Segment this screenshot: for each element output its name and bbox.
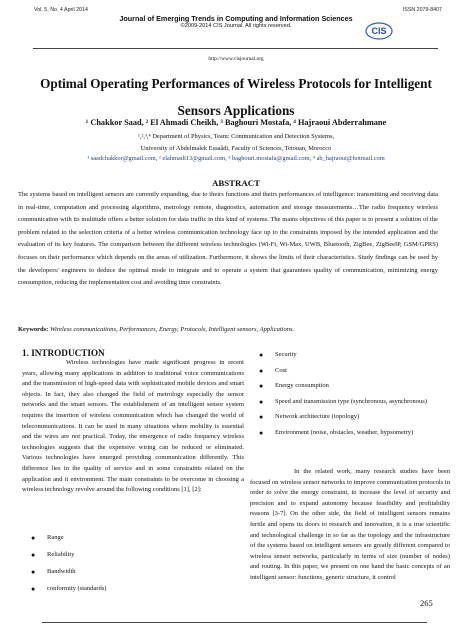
authors: ¹ Chakkor Saad, ² El Ahmadi Cheikh, ³ Baghouri Mostafa, ⁴ Hajraoui Abderrahmane <box>85 118 387 127</box>
list-item: ● Energy consumption <box>259 382 329 391</box>
list-item: ● Speed and transmission type (synchronous, asynchronous) <box>259 397 428 406</box>
abstract-heading: ABSTRACT <box>212 178 260 188</box>
list-item: ● conformity (standards) <box>31 585 107 593</box>
list-item: ● Reliability <box>31 551 75 559</box>
bullet-icon: ● <box>31 568 36 576</box>
logo-text: CIS <box>371 26 387 36</box>
constraints-list-left <box>22 534 244 602</box>
list-item: ● Environment (noise, obstacles, weather, hypsometry) <box>259 428 414 437</box>
copyright: ©2009-2014 CIS Journal. All rights reserved. <box>180 23 292 29</box>
intro-paragraph-1 <box>22 358 244 496</box>
bullet-icon: ● <box>259 382 264 391</box>
intro-paragraph-2 <box>250 467 450 584</box>
intro-para-1-text: Wireless technologies have made significant progress in recent years, allowing many applications in addition to traditional voice communications and the transmission of high-speed data with sophisticated mobile devices and smart objects. In fact, they also changed the field of metrology especially the sensor networks and the smart sensors. The establishment of an intelligent sensor system requires the insertion of wireless communication which has changed the world of telecommunications. It can be used in many situations where mobility is essential and the wires are not practical. Today, the emergence of radio frequency wireless technologies suggests that the expensive wiring can be reduced or eliminated. Various technologies have emerged providing communication differently. This difference lies in the quality of service and in some constraints related on the application and it environment. The main constraints to be overcome in choosing a wireless technology revolve around the following conditions [1], [2]: <box>22 359 244 494</box>
list-item: ● Range <box>31 534 64 542</box>
bullet-icon: ● <box>31 534 36 542</box>
list-item: ● Bandwidth <box>31 568 76 576</box>
section-heading-introduction: 1. INTRODUCTION <box>22 348 105 358</box>
paper-title: Optimal Operating Performances of Wireless Protocols for Intelligent Sensors Applications <box>40 76 432 118</box>
affiliation <box>0 131 472 155</box>
affiliation-line-1: ¹,²,³,⁴ Department of Physics, Team: Communication and Detection Systems, <box>137 133 335 140</box>
affiliation-line-2: University of Abdelmalek Essaâdi, Faculty of Sciences, Tetouan, Morocco <box>140 145 332 152</box>
list-item: ● Network architecture (topology) <box>259 413 360 422</box>
keywords <box>18 326 438 333</box>
bullet-icon: ● <box>259 413 264 422</box>
keywords-list: Wireless communications, Performances, Energy, Protocols, Intelligent sensors, Applications. <box>49 326 295 333</box>
list-item: ● Cost <box>259 366 287 375</box>
list-item: ● Security <box>259 351 297 359</box>
bullet-icon: ● <box>31 585 36 593</box>
page-number: 265 <box>420 598 433 608</box>
keywords-label: Keywords: <box>18 326 49 333</box>
abstract-text: The systems based on intelligent sensors are currently expanding, due to theirs functions and theirs performances of intelligence: transmitting and receiving data in real-time, computation and processing algorithms, metrology remote, diagnostics, automation and storage measurements…The radio frequency wireless communication with its multitude offers a better solution for data traffic in this kind of systems. The mains objectives of this paper is to present a solution of the problem related to the selection criteria of a better wireless communication technology face up to the constraints imposed by the intended application and the evaluation of its key features. The comparison between the different wireless technologies (Wi-Fi, Wi-Max, UWB, Bluetooth, ZigBee, ZigBeeIP, GSM/GPRS) focuses on their performance which depends on the areas of utilization. Furthermore, it shows the limits of their characteristics. Study findings can be used by the developers/ engineers to deduce the optimal mode to integrate and to operate a system that guarantees quality of communication, minimizing energy consumption, reducing the implementation cost and avoiding time constraints. <box>18 191 438 287</box>
issn: ISSN 2079-8407 <box>402 7 442 13</box>
header-rule <box>33 48 438 49</box>
intro-para-2-text: In the related work, many research studies have been focused on wireless sensor networks to improve communication protocols in order to solve the energy constraint, to increase the level of security and precision and to expand autonomy because feasibility and profitability reasons [3-7]. On the other side, the field of intelligent sensors remains fertile and opens its doors to research and innovation, it is a true scientific and technological challenge in so far as the topology and the infrastructure of the systems based on intelligent sensors are greatly different compared to wireless sensor networks, particularly in terms of size (number of nodes) and routing. In this paper, we present on one hand the basic concepts of an intelligent sensor: functions, generic structure, it control <box>250 468 450 581</box>
author-emails[interactable]: ¹ saadchakkor@gmail.com, ² elahmadi13@gmail.com, ³ baghouri.mostafa@gmail.com, ⁴ ab_hajraoui@hotmail.com <box>87 155 385 162</box>
bullet-icon: ● <box>259 397 264 406</box>
volume-info: Vol. 5, No. 4 April 2014 <box>34 7 88 13</box>
bullet-icon: ● <box>259 428 264 437</box>
journal-name: Journal of Emerging Trends in Computing and Information Sciences <box>119 14 353 23</box>
bullet-icon: ● <box>259 351 264 359</box>
bullet-icon: ● <box>259 366 264 375</box>
footer-rule <box>42 622 427 623</box>
constraints-list-right <box>250 350 450 444</box>
cis-logo <box>365 21 393 41</box>
bullet-icon: ● <box>31 551 36 559</box>
journal-url[interactable]: http://www.cisjournal.org <box>208 56 264 62</box>
